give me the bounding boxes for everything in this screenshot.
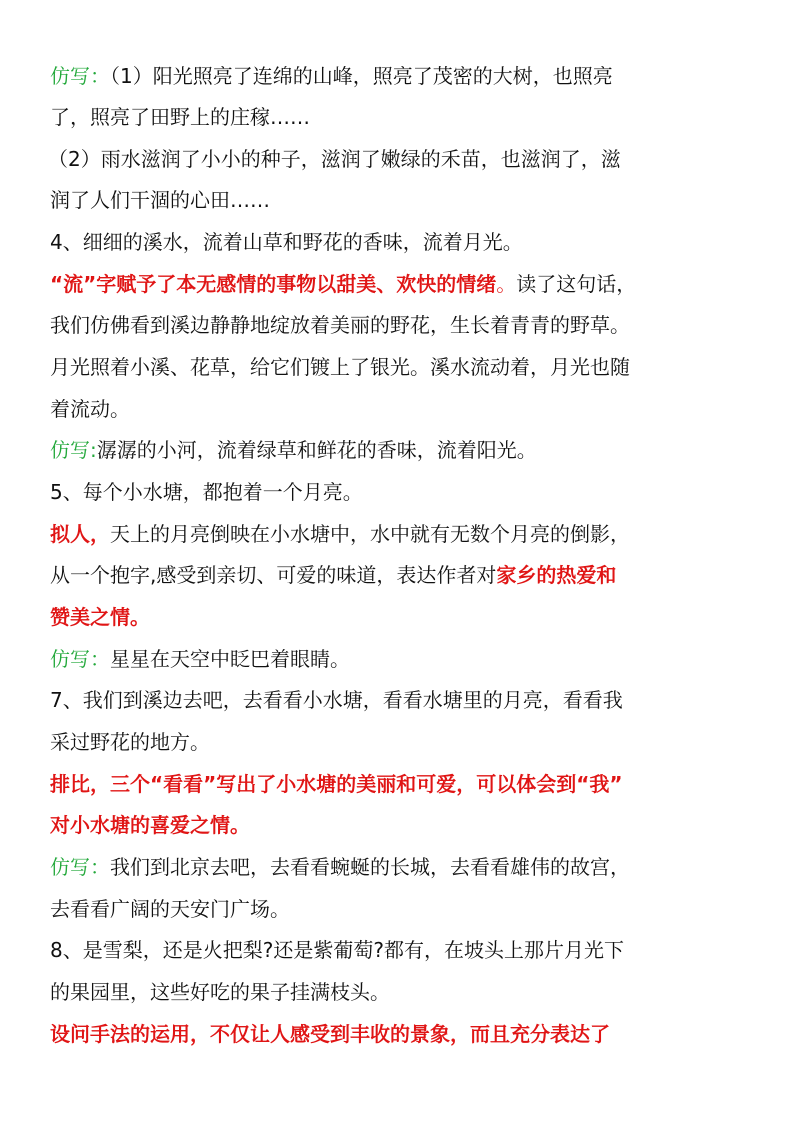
example-sentence-8 — [50, 937, 750, 963]
paragraph-line — [50, 562, 750, 588]
paragraph-line — [50, 396, 750, 422]
line-text: 天上的月亮倒映在小水塘中，水中就有无数个月亮的倒影， — [110, 522, 630, 546]
line-text: （1）阳光照亮了连绵的山峰，照亮了茂密的大树，也照亮 — [110, 64, 613, 88]
line-text: 潺潺的小河，流着绿草和鲜花的香味，流着阳光。 — [96, 438, 537, 462]
line-text: 润了人们干涸的心田…… — [50, 188, 270, 212]
line-text: 采过野花的地方。 — [50, 730, 210, 754]
line-text: 我们到北京去吧，去看看蜿蜒的长城，去看看雄伟的故宫， — [110, 855, 630, 879]
paragraph-line — [50, 646, 750, 672]
paragraph-line — [50, 896, 750, 922]
line-text: 去看看广阔的天安门广场。 — [50, 897, 290, 921]
paragraph-line — [48, 146, 748, 172]
emphasis-text: 对小水塘的喜爱之情。 — [50, 813, 250, 837]
line-text: 从一个抱字,感受到亲切、可爱的味道，表达作者对 — [50, 563, 497, 587]
paragraph-line — [50, 104, 750, 130]
imitation-label: 仿写： — [50, 64, 110, 88]
example-sentence-4 — [50, 229, 750, 255]
line-text: 4、细细的溪水，流着山草和野花的香味，流着月光。 — [50, 230, 523, 254]
emphasis-text: 拟人， — [50, 522, 110, 546]
line-text: 的果园里，这些好吃的果子挂满枝头。 — [50, 980, 390, 1004]
imitation-label: 仿写： — [50, 647, 110, 671]
line-text: 月光照着小溪、花草，给它们镀上了银光。溪水流动着，月光也随 — [50, 355, 630, 379]
paragraph-line — [50, 604, 750, 630]
analysis-line — [50, 521, 750, 547]
paragraph-line — [50, 187, 750, 213]
line-text: 读了这句话， — [516, 272, 637, 296]
emphasis-period: 。 — [496, 272, 517, 296]
paragraph-line — [50, 312, 750, 338]
paragraph-line — [50, 812, 750, 838]
line-text: 5、每个小水塘，都抱着一个月亮。 — [50, 480, 363, 504]
line-text: 星星在天空中眨巴着眼睛。 — [110, 647, 350, 671]
analysis-line — [50, 1021, 750, 1047]
paragraph-line — [50, 979, 750, 1005]
line-text: 7、我们到溪边去吧，去看看小水塘，看看水塘里的月亮，看看我 — [50, 688, 623, 712]
paragraph-line — [50, 354, 750, 380]
paragraph-line — [50, 854, 750, 880]
line-text: 了，照亮了田野上的庄稼…… — [50, 105, 310, 129]
example-sentence-5 — [50, 479, 750, 505]
line-text: （2）雨水滋润了小小的种子，滋润了嫩绿的禾苗，也滋润了，滋 — [48, 147, 621, 171]
emphasis-text: 家乡的热爱和 — [496, 563, 617, 587]
emphasis-text: “流”字赋予了本无感情的事物以甜美、欢快的情绪 — [50, 272, 497, 296]
line-text: 着流动。 — [50, 397, 130, 421]
emphasis-text: 赞美之情。 — [50, 605, 150, 629]
analysis-line — [50, 771, 750, 797]
analysis-line — [50, 271, 750, 297]
imitation-label: 仿写: — [50, 438, 97, 462]
paragraph-line — [50, 437, 750, 463]
paragraph-line — [50, 63, 750, 89]
emphasis-text: 排比，三个“看看”写出了小水塘的美丽和可爱，可以体会到“我” — [50, 772, 623, 796]
emphasis-text: 设问手法的运用，不仅让人感受到丰收的景象，而且充分表达了 — [50, 1022, 610, 1046]
line-text: 我们仿佛看到溪边静静地绽放着美丽的野花，生长着青青的野草。 — [50, 313, 630, 337]
imitation-label: 仿写： — [50, 855, 110, 879]
example-sentence-7 — [50, 687, 750, 713]
line-text: 8、是雪梨，还是火把梨?还是紫葡萄?都有，在坡头上那片月光下 — [50, 938, 624, 962]
paragraph-line — [50, 729, 750, 755]
